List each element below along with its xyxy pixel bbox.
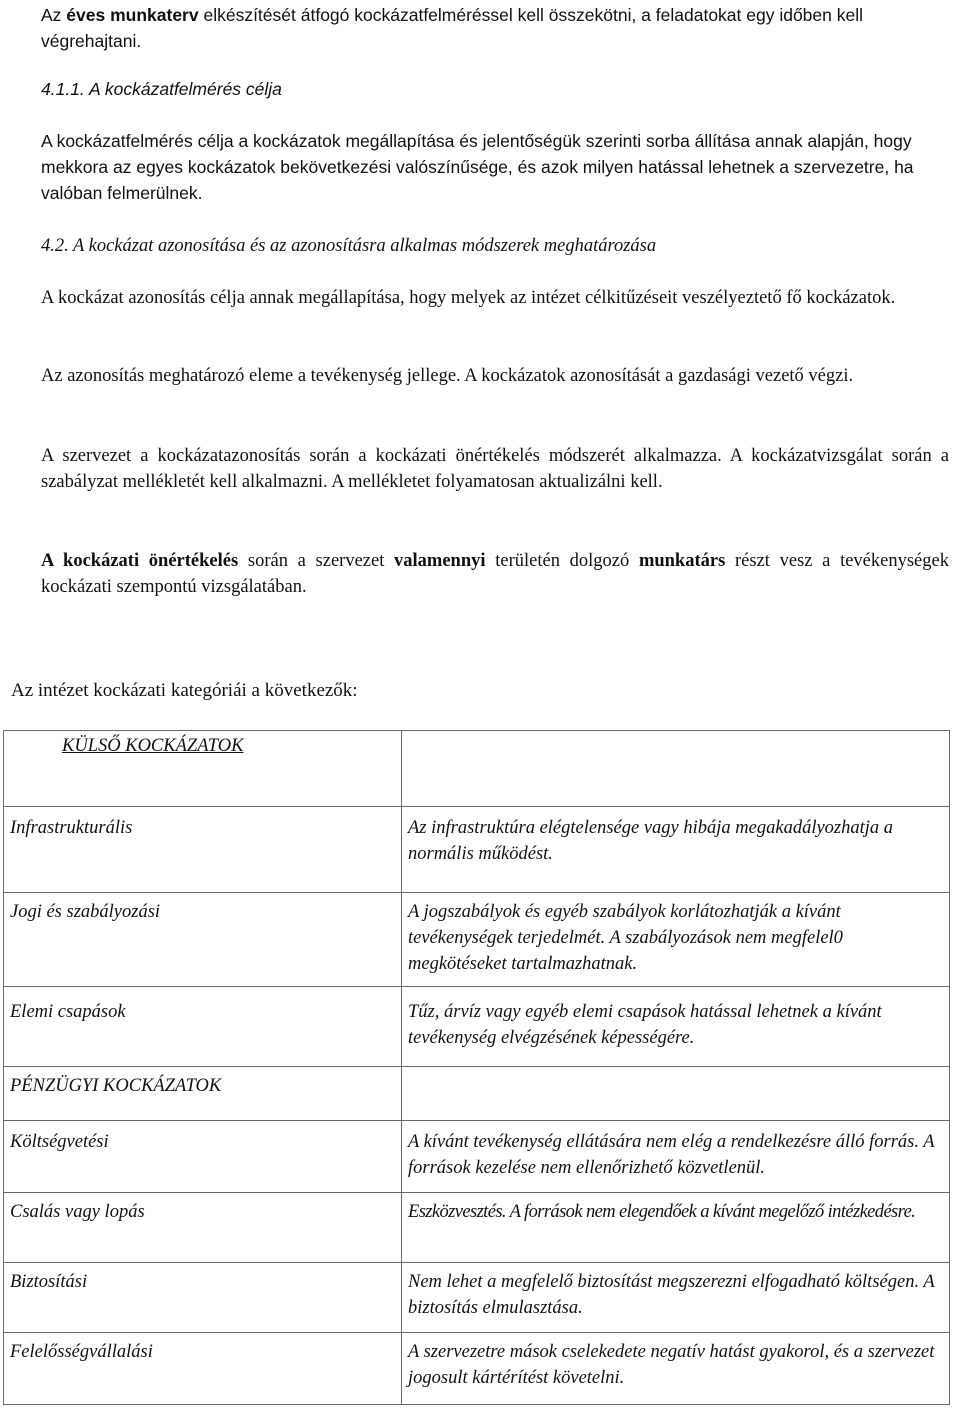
text: során a szervezet: [238, 551, 395, 571]
paragraph-identification-element: Az azonosítás meghatározó eleme a tevékenység jellege. A kockázatok azonosítását a gazdasági vezető végzi.: [41, 366, 854, 386]
risk-name: Elemi csapások: [4, 987, 402, 1067]
table-row: [4, 1121, 950, 1193]
risk-description: A kívánt tevékenység ellátására nem elég a rendelkezésre álló forrás. A források kezelése nem ellenőrizhető közvetlenül.: [402, 1121, 950, 1193]
risk-name: Költségvetési: [4, 1121, 402, 1193]
risk-name: Biztosítási: [4, 1263, 402, 1333]
paragraph-participation: [41, 548, 949, 600]
text: területén dolgozó: [485, 551, 639, 571]
table-row: [4, 1263, 950, 1333]
bold-text: munkatárs: [638, 551, 726, 571]
table-row: [4, 1193, 950, 1263]
table-row: [4, 1333, 950, 1405]
risk-description: Eszközvesztés. A források nem elegendőek a kívánt megelőző intézkedésre.: [402, 1193, 950, 1263]
paragraph-purpose: A kockázatfelmérés célja a kockázatok megállapítása és jelentőségük szerinti sorba állítása annak alapján, hogy mekkora az egyes kockázatok bekövetkezési valószínűsége, és azok milyen hatással lehetnek a szervezetre, ha valóban felmerülnek.: [41, 131, 914, 203]
category-heading-external: KÜLSŐ KOCKÁZATOK: [4, 731, 402, 807]
risk-category-table: [3, 730, 950, 1405]
text: elkészítését átfogó kockázatfelméréssel kell összekötni, a feladatokat egy időben kell végrehajtani.: [41, 5, 864, 51]
risk-categories-intro: Az intézet kockázati kategóriái a következők:: [11, 680, 358, 701]
risk-description: A jogszabályok és egyéb szabályok korlátozhatják a kívánt tevékenységek terjedelmét. A szabályozások nem megfelel0 megkötéseket tartalmazhatnak.: [402, 893, 950, 987]
bold-text: valamennyi: [394, 551, 486, 571]
risk-description: A szervezetre mások cselekedete negatív hatást gyakorol, és a szervezet jogosult kártérítést követelni.: [402, 1333, 950, 1405]
risk-name: Jogi és szabályozási: [4, 893, 402, 987]
risk-name: Felelősségvállalási: [4, 1333, 402, 1405]
paragraph-annual-plan: [41, 2, 949, 54]
text: részt vesz a tevékenységek kockázati szempontú vizsgálatában.: [41, 551, 949, 597]
paragraph-identification-goal: A kockázat azonosítás célja annak megállapítása, hogy melyek az intézet célkitűzéseit veszélyeztető fő kockázatok.: [41, 288, 896, 308]
section-heading-4-2: 4.2. A kockázat azonosítása és az azonosításra alkalmas módszerek meghatározása: [41, 236, 657, 256]
section-heading-4-1-1: 4.1.1. A kockázatfelmérés célja: [41, 79, 282, 99]
risk-description: Nem lehet a megfelelő biztosítást megszerezni elfogadható költségen. A biztosítás elmulasztása.: [402, 1263, 950, 1333]
category-heading-financial: PÉNZÜGYI KOCKÁZATOK: [4, 1067, 402, 1121]
risk-name: Infrastrukturális: [4, 807, 402, 893]
table-row: [4, 807, 950, 893]
risk-name: Csalás vagy lopás: [4, 1193, 402, 1263]
table-cell-empty: [402, 731, 950, 807]
paragraph-self-assessment: A szervezet a kockázatazonosítás során a kockázati önértékelés módszerét alkalmazza. A kockázatvizsgálat során a szabályzat mellékletét kell alkalmazni. A mellékletet folyamatosan aktualizálni kell.: [41, 446, 949, 492]
table-cell-empty: [402, 1067, 950, 1121]
table-row: [4, 731, 950, 807]
text: Az: [41, 5, 67, 25]
bold-text: éves munkaterv: [66, 5, 199, 25]
risk-description: Az infrastruktúra elégtelensége vagy hibája megakadályozhatja a normális működést.: [402, 807, 950, 893]
table-row: [4, 893, 950, 987]
table-row: [4, 1067, 950, 1121]
risk-description: Tűz, árvíz vagy egyéb elemi csapások hatással lehetnek a kívánt tevékenység elvégzésének képességére.: [402, 987, 950, 1067]
table-row: [4, 987, 950, 1067]
bold-text: A kockázati önértékelés: [41, 551, 239, 571]
